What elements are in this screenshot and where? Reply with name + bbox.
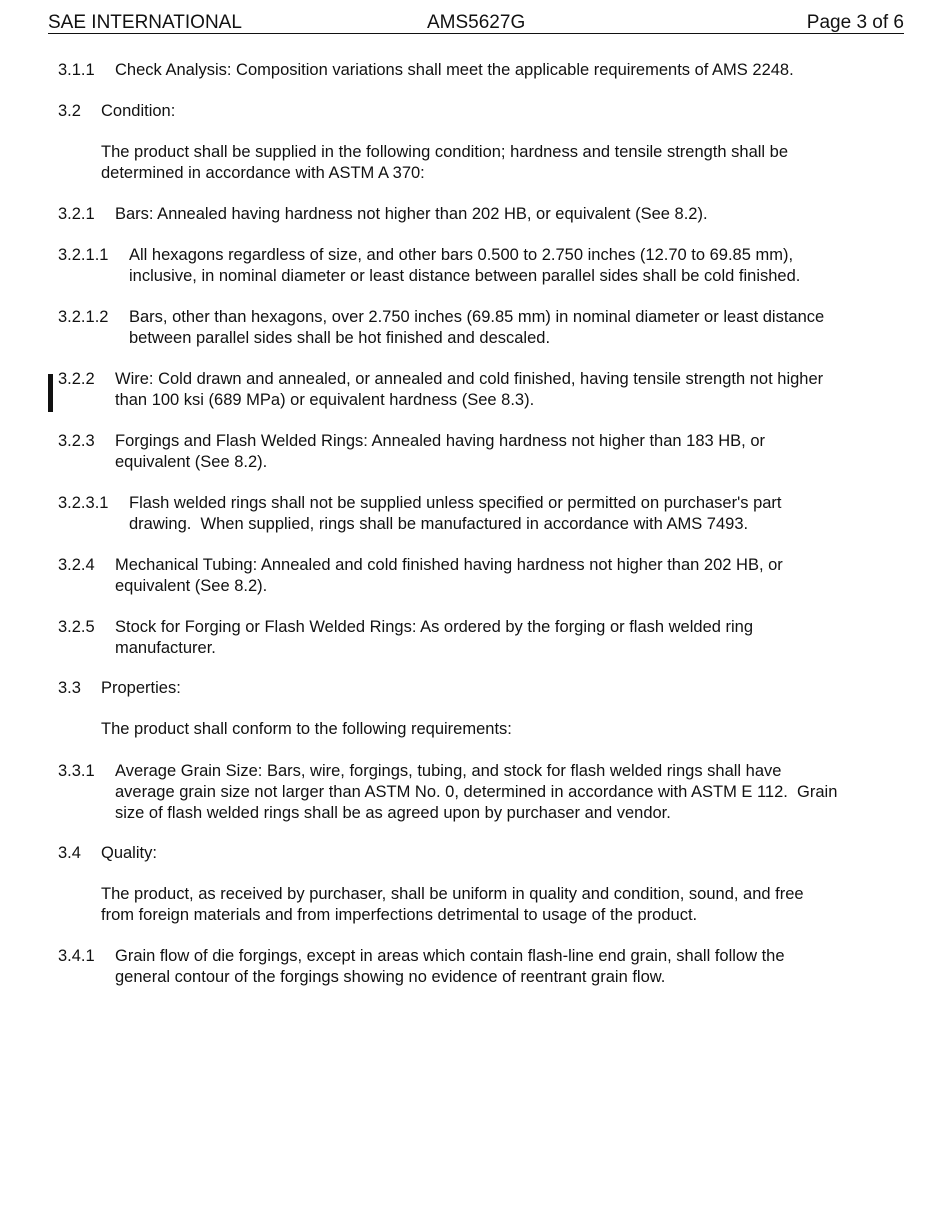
section-number: 3.1.1 — [58, 61, 95, 79]
section-text: Flash welded rings shall not be supplied unless specified or permitted on purchaser's part — [129, 494, 782, 512]
section-number: 3.2.5 — [58, 618, 95, 636]
section-text: size of flash welded rings shall be as agreed upon by purchaser and vendor. — [115, 804, 671, 822]
body-line: determined in accordance with ASTM A 370: — [101, 164, 425, 182]
revision-bar — [48, 374, 53, 412]
section-text: Stock for Forging or Flash Welded Rings: As ordered by the forging or flash welded ring — [115, 618, 754, 636]
section-text: between parallel sides shall be hot finished and descaled. — [129, 329, 551, 347]
section-heading: Condition: — [101, 102, 176, 120]
section-number: 3.2.1.2 — [58, 308, 109, 326]
body-line: The product, as received by purchaser, shall be uniform in quality and condition, sound, and free — [101, 885, 804, 903]
section-text: Bars, other than hexagons, over 2.750 inches (69.85 mm) in nominal diameter or least distance — [129, 308, 825, 326]
section-text: Check Analysis: Composition variations shall meet the applicable requirements of AMS 2248. — [115, 61, 794, 79]
section-text: than 100 ksi (689 MPa) or equivalent hardness (See 8.3). — [115, 391, 535, 409]
section-text: manufacturer. — [115, 639, 216, 657]
section-text: drawing. When supplied, rings shall be manufactured in accordance with AMS 7493. — [129, 515, 749, 533]
section-text: Bars: Annealed having hardness not higher than 202 HB, or equivalent (See 8.2). — [115, 205, 708, 223]
section-text: equivalent (See 8.2). — [115, 577, 268, 595]
body-line: from foreign materials and from imperfections detrimental to usage of the product. — [101, 906, 698, 924]
section-number: 3.3 — [58, 679, 81, 697]
section-text: Wire: Cold drawn and annealed, or annealed and cold finished, having tensile strength not higher — [115, 370, 824, 388]
section-text: Grain flow of die forgings, except in areas which contain flash-line end grain, shall follow the — [115, 947, 785, 965]
section-text: equivalent (See 8.2). — [115, 453, 268, 471]
section-number: 3.2.1 — [58, 205, 95, 223]
section-number: 3.4.1 — [58, 947, 95, 965]
section-text: Average Grain Size: Bars, wire, forgings, tubing, and stock for flash welded rings shall have — [115, 762, 782, 780]
section-number: 3.2.3.1 — [58, 494, 109, 512]
page-header — [48, 12, 904, 34]
section-number: 3.2.1.1 — [58, 246, 109, 264]
section-text: general contour of the forgings showing no evidence of reentrant grain flow. — [115, 968, 666, 986]
section-heading: Quality: — [101, 844, 157, 862]
section-text: Forgings and Flash Welded Rings: Annealed having hardness not higher than 183 HB, or — [115, 432, 766, 450]
section-number: 3.4 — [58, 844, 81, 862]
section-text: average grain size not larger than ASTM No. 0, determined in accordance with ASTM E 112. Grain — [115, 783, 838, 801]
header-document-id: AMS5627G — [427, 12, 526, 33]
section-number: 3.2.4 — [58, 556, 95, 574]
header-organization: SAE INTERNATIONAL — [48, 12, 242, 33]
section-number: 3.3.1 — [58, 762, 95, 780]
section-text: inclusive, in nominal diameter or least distance between parallel sides shall be cold finished. — [129, 267, 801, 285]
section-text: Mechanical Tubing: Annealed and cold finished having hardness not higher than 202 HB, or — [115, 556, 783, 574]
body-line: The product shall be supplied in the following condition; hardness and tensile strength shall be — [101, 143, 789, 161]
section-heading: Properties: — [101, 679, 181, 697]
section-number: 3.2 — [58, 102, 81, 120]
body-line: The product shall conform to the following requirements: — [101, 720, 512, 738]
section-text: All hexagons regardless of size, and other bars 0.500 to 2.750 inches (12.70 to 69.85 mm), — [129, 246, 794, 264]
section-number: 3.2.3 — [58, 432, 95, 450]
header-page-number: Page 3 of 6 — [806, 12, 904, 33]
section-number: 3.2.2 — [58, 370, 95, 388]
